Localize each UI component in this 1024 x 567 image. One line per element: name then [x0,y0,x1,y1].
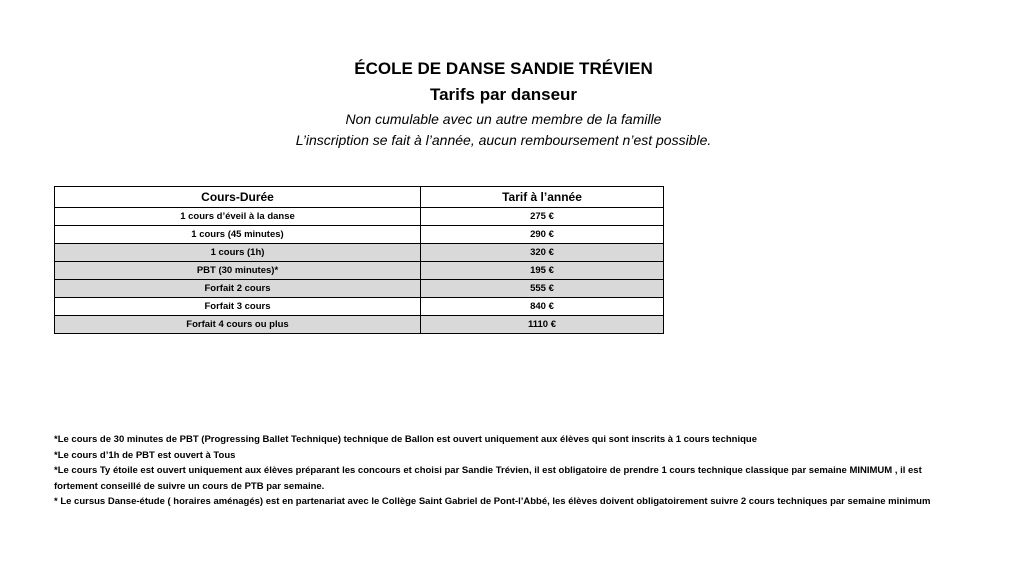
note-inscription: L’inscription se fait à l’année, aucun remboursement n’est possible. [295,132,712,148]
footnotes [54,432,954,510]
page-title: ÉCOLE DE DANSE SANDIE TRÉVIEN [354,59,653,78]
course-cell: 1 cours (1h) [55,244,421,262]
note-non-cumulable: Non cumulable avec un autre membre de la famille [345,111,662,127]
course-cell: Forfait 4 cours ou plus [55,316,421,334]
table-row [55,280,664,298]
table-row [55,208,664,226]
course-cell: Forfait 2 cours [55,280,421,298]
column-header-price: Tarif à l’année [421,187,664,208]
price-cell: 275 € [421,208,664,226]
column-header-course: Cours-Durée [55,187,421,208]
price-table [54,186,664,334]
table-row [55,316,664,334]
footnote-danse-etude: * Le cursus Danse-étude ( horaires aménagés) est en partenariat avec le Collège Saint Gabriel de Pont-l’Abbé, les élèves doivent obligatoirement suivre 2 cours techniques par semaine minimum [54,496,931,507]
price-cell: 195 € [421,262,664,280]
price-cell: 1110 € [421,316,664,334]
table-header-row [55,187,664,208]
table-row [55,298,664,316]
page-subtitle: Tarifs par danseur [429,85,578,104]
course-cell: PBT (30 minutes)* [55,262,421,280]
price-cell: 290 € [421,226,664,244]
footnote-pbt-30: *Le cours de 30 minutes de PBT (Progressing Ballet Technique) technique de Ballon est ouvert uniquement aux élèves qui sont inscrits à 1 cours technique [54,434,757,445]
course-cell: Forfait 3 cours [55,298,421,316]
price-cell: 555 € [421,280,664,298]
price-cell: 320 € [421,244,664,262]
document-header [0,57,1007,151]
course-cell: 1 cours d’éveil à la danse [55,208,421,226]
price-cell: 840 € [421,298,664,316]
table-row [55,262,664,280]
footnote-ty-etoile: *Le cours Ty étoile est ouvert uniquement aux élèves préparant les concours et choisi par Sandie Trévien, il est obligatoire de prendre 1 cours technique classique par semaine MINIMUM , il est fortement conseillé de suivre un cours de PTB par semaine. [54,465,922,492]
course-cell: 1 cours (45 minutes) [55,226,421,244]
table-row [55,226,664,244]
footnote-pbt-1h: *Le cours d’1h de PBT est ouvert à Tous [54,449,236,461]
table-row [55,244,664,262]
